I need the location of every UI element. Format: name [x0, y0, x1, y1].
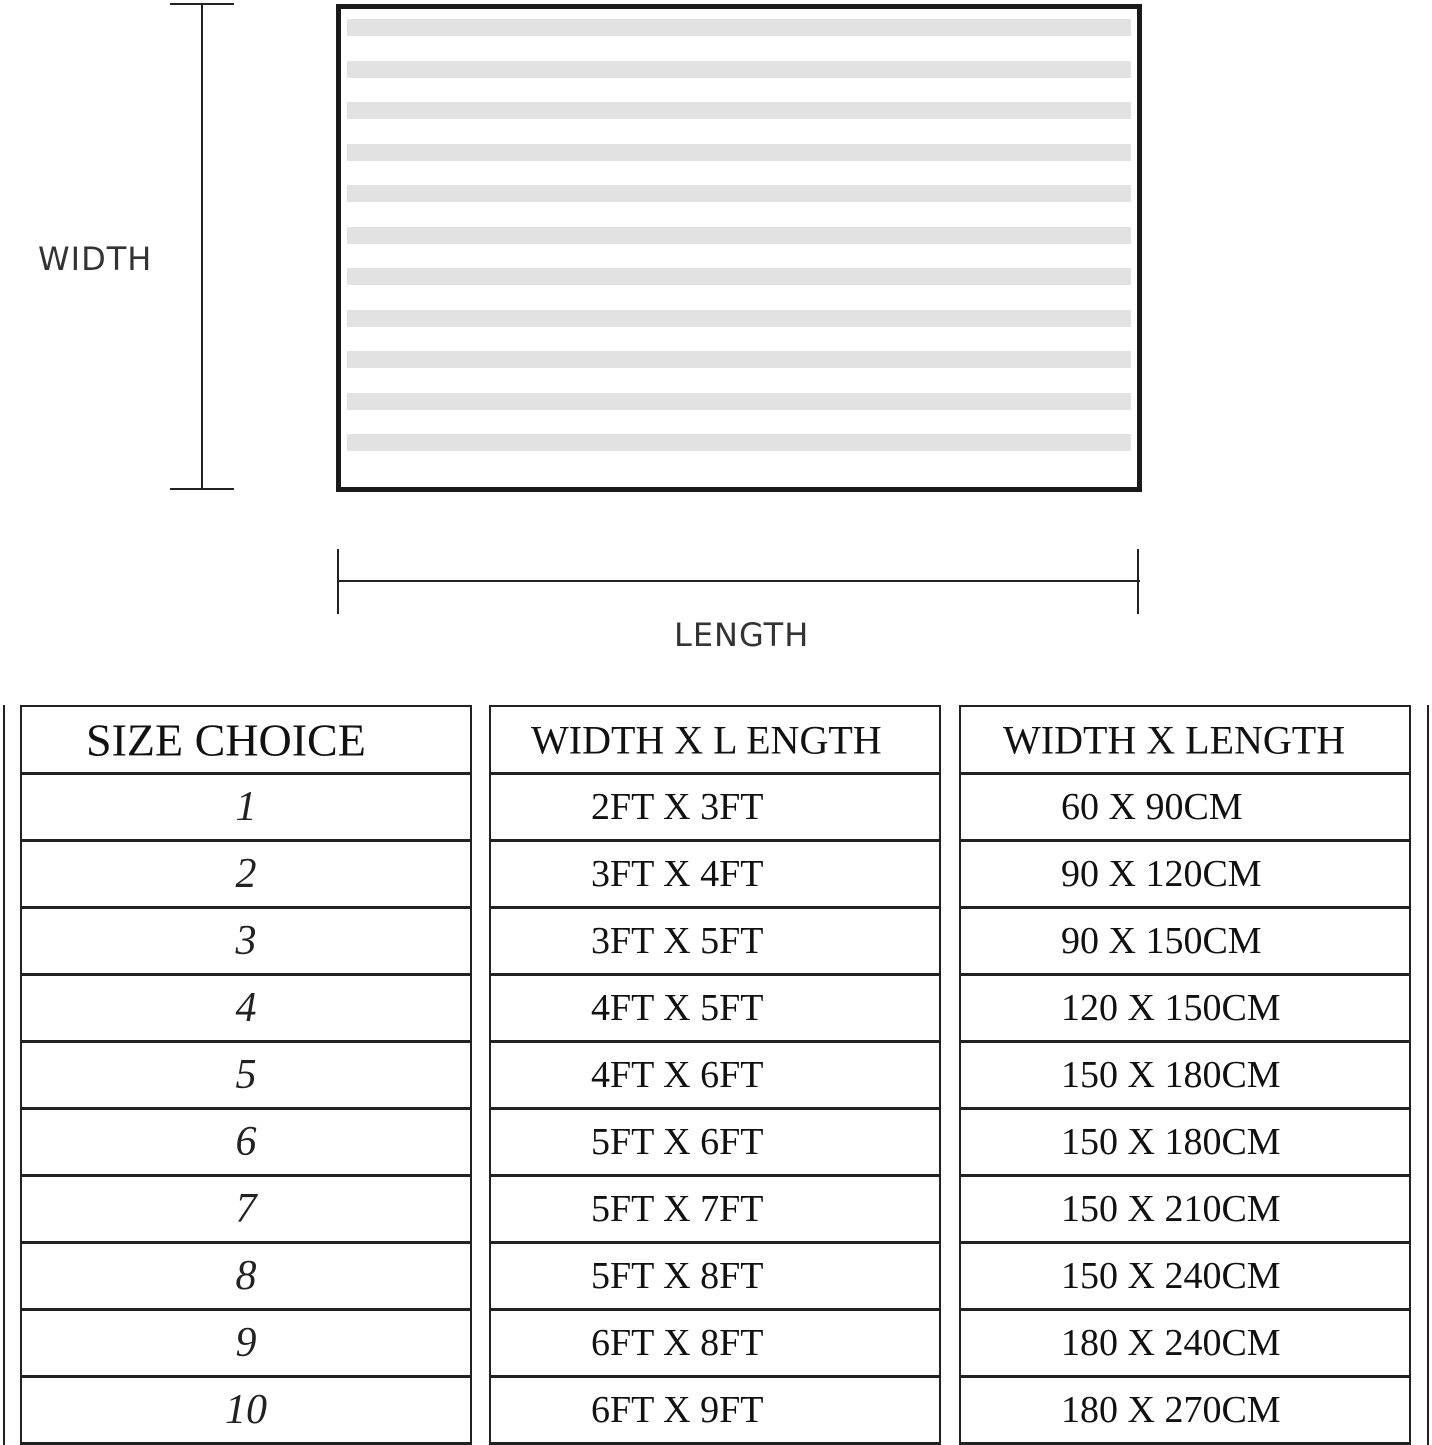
- rug-stripe: [347, 434, 1131, 451]
- size-choice-cell: 8: [20, 1244, 472, 1311]
- feet-size-header: WIDTH X L ENGTH: [489, 705, 941, 775]
- feet-size-cell: 5FT X 7FT: [489, 1177, 941, 1244]
- cm-size-header: WIDTH X LENGTH: [959, 705, 1411, 775]
- feet-size-cell: 5FT X 8FT: [489, 1244, 941, 1311]
- width-dimension-line: [201, 4, 203, 489]
- width-label: WIDTH: [38, 240, 153, 278]
- feet-size-cell: 3FT X 4FT: [489, 842, 941, 909]
- feet-size-column: [489, 705, 941, 1445]
- rug-stripe: [347, 19, 1131, 36]
- size-choice-cell: 9: [20, 1311, 472, 1378]
- size-choice-column: [20, 705, 472, 1445]
- feet-size-cell: 6FT X 8FT: [489, 1311, 941, 1378]
- cm-size-cell: 180 X 240CM: [959, 1311, 1411, 1378]
- size-choice-cell: 10: [20, 1378, 472, 1445]
- rug-stripe: [347, 227, 1131, 244]
- cm-size-cell: 150 X 180CM: [959, 1043, 1411, 1110]
- table-left-border: [3, 705, 5, 1445]
- rug-stripe: [347, 144, 1131, 161]
- rug-stripe: [347, 268, 1131, 285]
- size-choice-cell: 5: [20, 1043, 472, 1110]
- length-dimension-line: [338, 580, 1140, 582]
- table-right-border: [1427, 705, 1429, 1445]
- cm-size-cell: 150 X 210CM: [959, 1177, 1411, 1244]
- rug-stripe: [347, 185, 1131, 202]
- size-choice-cell: 3: [20, 909, 472, 976]
- feet-size-cell: 4FT X 6FT: [489, 1043, 941, 1110]
- size-choice-cell: 7: [20, 1177, 472, 1244]
- feet-size-cell: 3FT X 5FT: [489, 909, 941, 976]
- rug-stripe: [347, 102, 1131, 119]
- cm-size-column: [959, 705, 1411, 1445]
- size-choice-header: SIZE CHOICE: [20, 705, 472, 775]
- feet-size-cell: 2FT X 3FT: [489, 775, 941, 842]
- size-choice-cell: 4: [20, 976, 472, 1043]
- size-diagram: [0, 0, 1432, 700]
- rug-stripe: [347, 61, 1131, 78]
- feet-size-cell: 5FT X 6FT: [489, 1110, 941, 1177]
- cm-size-cell: 150 X 180CM: [959, 1110, 1411, 1177]
- size-choice-cell: 6: [20, 1110, 472, 1177]
- cm-size-cell: 90 X 150CM: [959, 909, 1411, 976]
- cm-size-cell: 90 X 120CM: [959, 842, 1411, 909]
- feet-size-cell: 4FT X 5FT: [489, 976, 941, 1043]
- cm-size-cell: 60 X 90CM: [959, 775, 1411, 842]
- striped-rug-illustration: [336, 4, 1142, 492]
- length-label: LENGTH: [674, 616, 810, 654]
- cm-size-cell: 120 X 150CM: [959, 976, 1411, 1043]
- size-choice-cell: 1: [20, 775, 472, 842]
- size-choice-cell: 2: [20, 842, 472, 909]
- rug-stripe: [347, 310, 1131, 327]
- cm-size-cell: 180 X 270CM: [959, 1378, 1411, 1445]
- size-table: [0, 705, 1432, 1445]
- width-dimension-bottom-cap: [170, 488, 234, 490]
- rug-stripe: [347, 351, 1131, 368]
- cm-size-cell: 150 X 240CM: [959, 1244, 1411, 1311]
- rug-stripe: [347, 393, 1131, 410]
- feet-size-cell: 6FT X 9FT: [489, 1378, 941, 1445]
- length-dimension-right-cap: [1137, 549, 1139, 614]
